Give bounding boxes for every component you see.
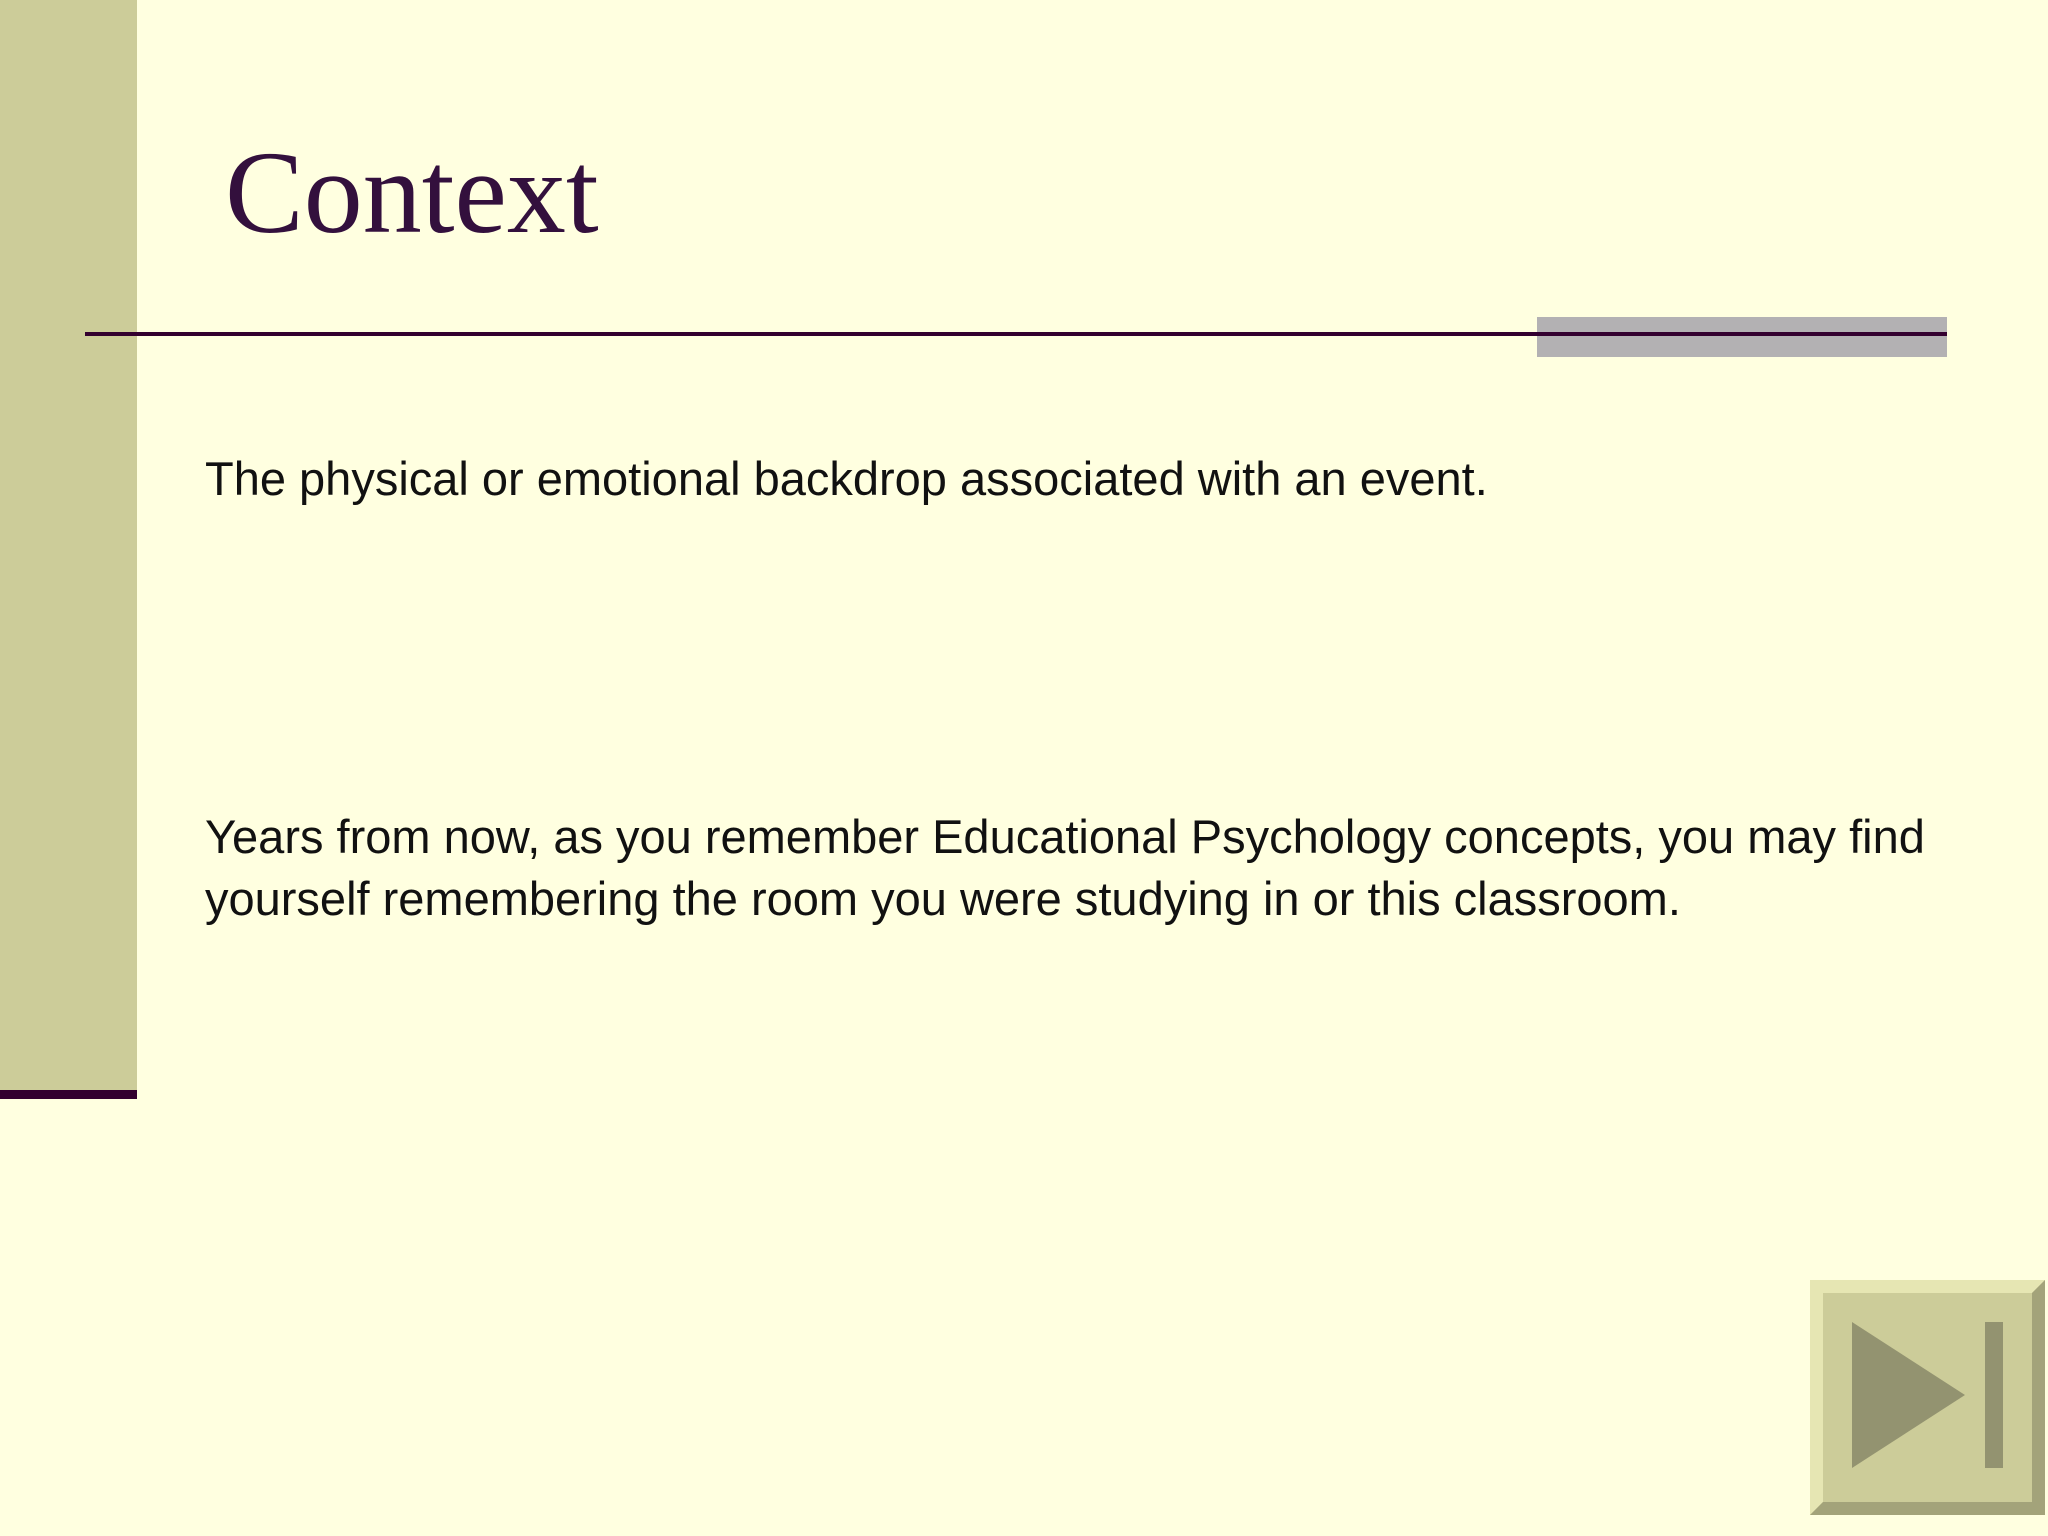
example-text: Years from now, as you remember Educational Psychology concepts, you may find yourself remembering the room you were studying in or this classroom. xyxy=(205,810,1925,925)
next-slide-button[interactable] xyxy=(1810,1280,2045,1515)
left-sidebar-bar xyxy=(0,0,137,1090)
play-next-icon xyxy=(1810,1280,2045,1515)
slide-title: Context xyxy=(225,127,599,258)
title-gray-accent xyxy=(1537,317,1947,357)
definition-text: The physical or emotional backdrop associated with an event. xyxy=(205,452,1488,505)
title-divider-accent xyxy=(1537,332,1947,336)
sidebar-underline xyxy=(0,1090,137,1099)
